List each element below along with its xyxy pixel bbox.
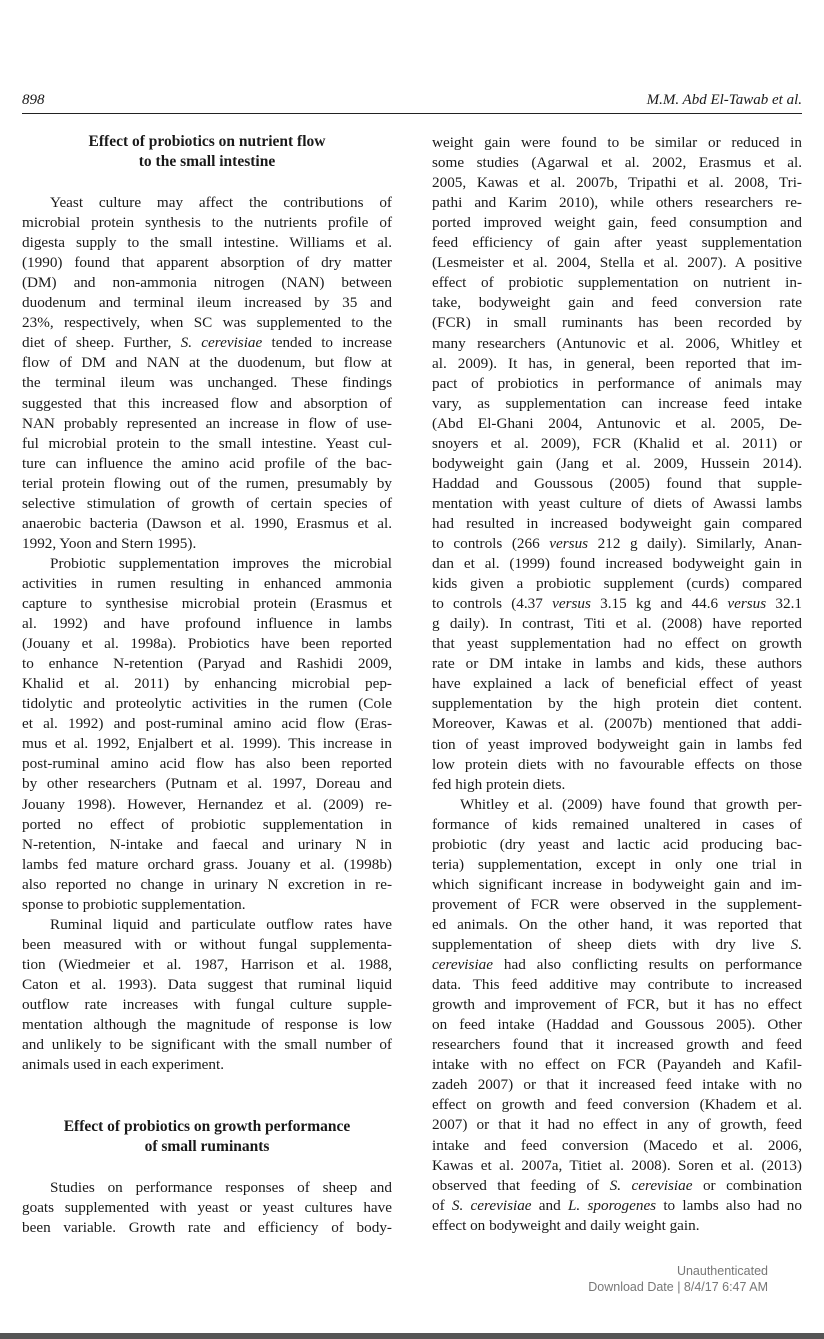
- text-line: data. This feed additive may contribute to increased: [432, 976, 802, 994]
- text-line: Ruminal liquid and particulate outflow rates have: [50, 915, 392, 933]
- text-line: animals used in each experiment.: [22, 1056, 225, 1074]
- text-line: (FCR) in small ruminants has been recorded by: [432, 314, 802, 332]
- text-line: diet of sheep. Further, S. cerevisiae tended to increase: [22, 334, 393, 352]
- text-line: ported improved weight gain, feed consumption and: [432, 214, 802, 232]
- text-line: to controls (4.37 versus 3.15 kg and 44.6 versus 32.1: [432, 595, 802, 613]
- text-line: bodyweight gain (Jang et al. 2009, Hussein 2014).: [432, 454, 802, 472]
- text-line: digesta supply to the small intestine. Williams et al.: [22, 234, 392, 252]
- text-line: effect on growth and feed conversion (Khadem et al.: [432, 1096, 802, 1114]
- text-line: weight gain were found to be similar or reduced in: [432, 134, 802, 151]
- text-line: which significant increase in bodyweight gain and im-: [432, 875, 802, 893]
- text-line: effect of probiotic supplementation on nutrient in-: [432, 274, 802, 292]
- text-line: intake and feed conversion (Macedo et al. 2006,: [432, 1136, 802, 1154]
- text-line: and unlikely to be significant with the small number of: [22, 1036, 392, 1054]
- footer-status: Unauthenticated: [676, 1264, 768, 1278]
- text-line: tion of yeast improved bodyweight gain in lambs fed: [432, 735, 802, 753]
- text-line: many researchers (Antunovic et al. 2006, Whitley et: [432, 334, 802, 352]
- text-line: to enhance N-retention (Paryad and Rashidi 2009,: [22, 655, 392, 673]
- text-line: 23%, respectively, when SC was supplemented to the: [22, 314, 392, 332]
- text-line: (Lesmeister et al. 2004, Stella et al. 2007). A positive: [432, 254, 802, 272]
- section-heading-growth-performance: Effect of probiotics on growth performance of small ruminants: [63, 1118, 351, 1155]
- text-line: activities in rumen resulting in enhanced ammonia: [22, 574, 392, 592]
- text-line: vary, as supplementation can increase feed intake: [432, 394, 802, 412]
- text-line: ed animals. On the other hand, it was reported that: [432, 915, 802, 933]
- text-line: supplementation of sheep diets with dry live S.: [432, 936, 802, 953]
- text-line: anaerobic bacteria (Dawson et al. 1990, Erasmus et al.: [22, 514, 392, 532]
- text-line: tidolytic and proteolytic activities in the rumen (Cole: [22, 695, 392, 713]
- text-line: fed high protein diets.: [432, 775, 566, 793]
- text-line: effect on bodyweight and daily weight gain.: [432, 1216, 700, 1234]
- text-line: kids given a probiotic supplement (curds) compared: [432, 575, 802, 593]
- text-line: zadeh 2007) or that it increased feed intake with no: [432, 1076, 802, 1094]
- text-line: pathi and Karim 2010), while others researchers re-: [432, 194, 802, 212]
- text-line: formance of kids remained unaltered in cases of: [432, 815, 802, 833]
- text-line: post-ruminal amino acid flow has also been reported: [22, 755, 392, 773]
- text-line: (DM) and non-ammonia nitrogen (NAN) between: [22, 274, 392, 292]
- footer-download-date: Download Date | 8/4/17 6:47 AM: [588, 1280, 768, 1294]
- text-line: researchers found that it increased growth and feed: [432, 1036, 802, 1054]
- text-line: 2007) or that it had no effect in any of growth, feed: [432, 1116, 802, 1134]
- text-line: (Abd El-Ghani 2004, Antunovic et al. 2005, De-: [432, 414, 802, 432]
- text-line: capture to synthesise microbial protein (Erasmus et: [22, 595, 392, 612]
- text-line: sponse to probiotic supplementation.: [22, 895, 246, 913]
- text-line: have explained a lack of beneficial effect of yeast: [432, 675, 802, 693]
- text-line: supplementation by the high protein diet content.: [432, 695, 802, 713]
- text-line: et al. 1992) and post-ruminal amino acid flow (Eras-: [22, 715, 392, 733]
- text-line: flow of DM and NAN at the duodenum, but flow at: [22, 354, 392, 372]
- text-line: tion (Wiedmeier et al. 1987, Harrison et al. 1988,: [22, 955, 392, 973]
- text-line: Probiotic supplementation improves the microbial: [50, 554, 392, 572]
- text-line: provement of FCR were observed in the supplement-: [432, 895, 802, 913]
- text-line: some studies (Agarwal et al. 2002, Erasmus et al.: [432, 154, 802, 172]
- text-line: ful microbial protein to the small intestine. Yeast cul-: [22, 434, 392, 452]
- text-line: had resulted in increased bodyweight gain compared: [432, 514, 802, 532]
- text-line: g daily). In contrast, Titi et al. (2008) have reported: [432, 615, 802, 633]
- text-line: of S. cerevisiae and L. sporogenes to lambs also had no: [432, 1196, 802, 1214]
- text-line: low protein diets with no favourable effects on those: [432, 755, 802, 773]
- text-line: to controls (266 versus 212 g daily). Similarly, Anan-: [432, 535, 802, 552]
- text-line: goats supplemented with yeast or yeast cultures have: [22, 1199, 392, 1217]
- text-line: intake with no effect on FCR (Payandeh and Kafil-: [432, 1056, 802, 1074]
- text-line: Haddad and Goussous (2005) found that supple-: [432, 474, 802, 492]
- text-line: ture can influence the amino acid profile of the bac-: [22, 454, 392, 472]
- text-line: take, bodyweight gain and feed conversion rate: [432, 294, 802, 312]
- text-line: Studies on performance responses of sheep and: [50, 1179, 392, 1196]
- text-line: (1990) found that apparent absorption of dry matter: [22, 254, 392, 272]
- text-line: Khalid et al. 2011) by enhancing microbial pep-: [22, 675, 392, 693]
- text-line: Whitley et al. (2009) have found that growth per-: [460, 795, 802, 813]
- text-line: 1992, Yoon and Stern 1995).: [22, 534, 197, 552]
- page-number: 898: [22, 92, 45, 108]
- text-line: outflow rate increases with fungal culture supple-: [22, 996, 392, 1013]
- text-line: microbial protein synthesis to the nutrients profile of: [22, 214, 392, 232]
- text-line: (Jouany et al. 1998a). Probiotics have been reported: [22, 635, 392, 653]
- text-line: N-retention, N-intake and faecal and urinary N in: [22, 835, 392, 853]
- text-line: growth and improvement of FCR, but it has no effect: [432, 996, 802, 1014]
- running-head: M.M. Abd El-Tawab et al.: [646, 92, 802, 108]
- text-line: also reported no change in urinary N excretion in re-: [22, 875, 392, 893]
- text-line: mentation with yeast culture of diets of Awassi lambs: [432, 494, 802, 512]
- text-line: suggested that this increased flow and absorption of: [22, 394, 392, 412]
- text-line: duodenum and terminal ileum increased by 35 and: [22, 294, 392, 312]
- text-line: NAN probably represented an increase in flow of use-: [22, 414, 392, 432]
- text-line: al. 1992) and have profound influence in lambs: [22, 615, 392, 633]
- text-line: al. 2009). It has, in general, been reported that im-: [432, 354, 802, 372]
- text-line: snoyers et al. 2009), FCR (Khalid et al. 2011) or: [432, 434, 802, 452]
- text-line: 2005, Kawas et al. 2007b, Tripathi et al. 2008, Tri-: [432, 174, 802, 192]
- text-line: mentation although the magnitude of response is low: [22, 1016, 392, 1034]
- text-line: by other researchers (Putnam et al. 1997, Doreau and: [22, 775, 392, 793]
- section-heading-nutrient-flow: Effect of probiotics on nutrient flow to the small intestine: [88, 133, 326, 170]
- text-line: Caton et al. 1993). Data suggest that ruminal liquid: [22, 975, 392, 993]
- text-line: teria) supplementation, except in only one trial in: [432, 855, 802, 873]
- bottom-bar: [0, 1333, 824, 1339]
- text-line: mus et al. 1992, Enjalbert et al. 1999). This increase in: [22, 735, 392, 753]
- text-line: observed that feeding of S. cerevisiae or combination: [432, 1176, 802, 1194]
- text-line: terial protein flowing out of the rumen, presumably by: [22, 474, 392, 492]
- text-line: been variable. Growth rate and efficiency of body-: [22, 1219, 392, 1237]
- text-line: feed efficiency of gain after yeast supplementation: [432, 234, 802, 252]
- text-line: Kawas et al. 2007a, Titiet al. 2008). Soren et al. (2013): [432, 1156, 802, 1174]
- text-line: dan et al. (1999) found increased bodyweight gain in: [432, 555, 802, 573]
- text-line: Yeast culture may affect the contributions of: [50, 194, 392, 211]
- text-line: Jouany 1998). However, Hernandez et al. (2009) re-: [22, 795, 392, 813]
- text-line: rate or DM intake in lambs and kids, these authors: [432, 655, 802, 673]
- text-line: cerevisiae had also conflicting results on performance: [432, 956, 802, 974]
- header-rule: [22, 113, 802, 114]
- text-line: been measured with or without fungal supplementa-: [22, 935, 392, 953]
- text-line: that yeast supplementation had no effect on growth: [432, 635, 802, 653]
- text-line: ported no effect of probiotic supplementation in: [22, 815, 392, 833]
- text-line: lambs fed mature orchard grass. Jouany et al. (1998b): [22, 855, 392, 873]
- text-line: probiotic (dry yeast and lactic acid producing bac-: [432, 835, 802, 853]
- text-line: selective stimulation of growth of certain species of: [22, 494, 392, 512]
- text-line: the terminal ileum was unchanged. These findings: [22, 374, 392, 392]
- text-line: pact of probiotics in performance of animals may: [432, 374, 802, 392]
- text-line: on feed intake (Haddad and Goussous 2005). Other: [432, 1016, 802, 1034]
- text-line: Moreover, Kawas et al. (2007b) mentioned that addi-: [432, 715, 802, 733]
